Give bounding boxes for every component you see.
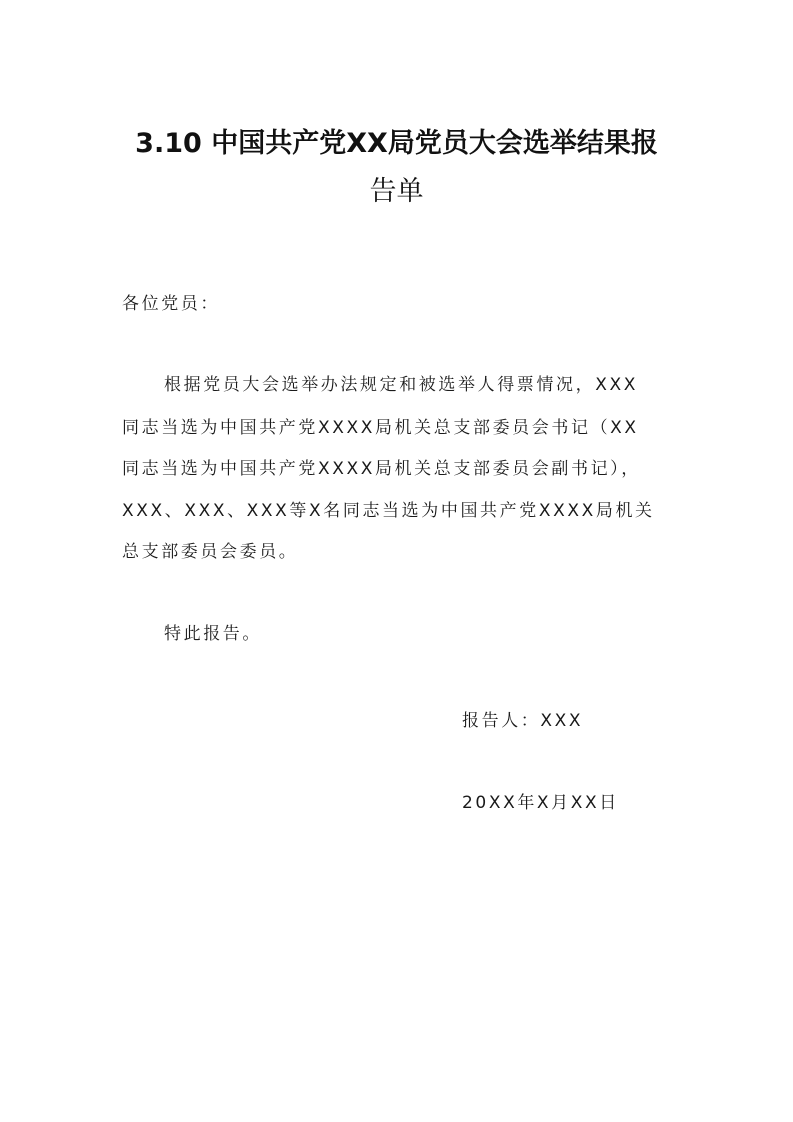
body-line-1: 根据党员大会选举办法规定和被选举人得票情况，XXX [164,375,638,395]
body-line-5: 总支部委员会委员。 [122,542,299,562]
report-title-line-1: 3.10 中国共产党XX局党员大会选举结果报 [135,128,658,159]
body-line-4: XXX、XXX、XXX等X名同志当选为中国共产党XXXX局机关 [122,501,655,521]
body-line-2: 同志当选为中国共产党XXXX局机关总支部委员会书记（XX [122,418,639,438]
report-date: 20XX年X月XX日 [462,793,619,813]
reporter-signature: 报告人：XXX [462,711,584,731]
salutation: 各位党员： [122,294,220,314]
body-line-3: 同志当选为中国共产党XXXX局机关总支部委员会副书记）， [122,459,641,479]
report-title-line-2: 告单 [369,176,424,207]
closing-remark: 特此报告。 [164,624,262,644]
